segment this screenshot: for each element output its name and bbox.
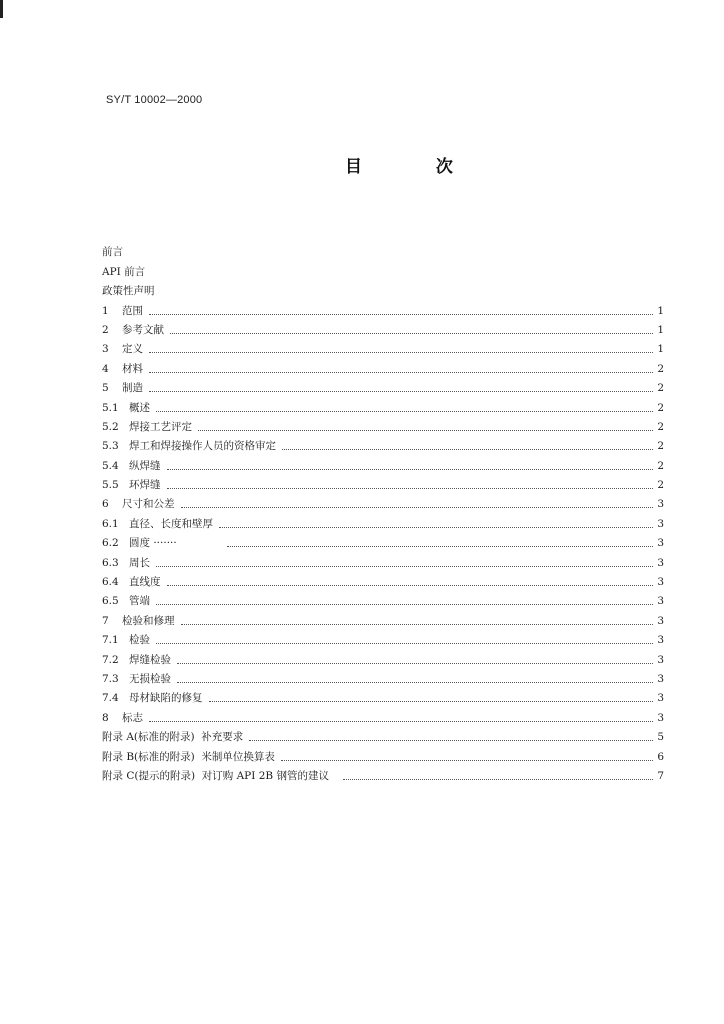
toc-leader [149, 372, 653, 373]
toc-number: 5.5 [102, 479, 119, 492]
toc-label: API 前言 [102, 265, 146, 278]
toc-label: 材料 [122, 362, 143, 375]
toc-number: 2 [102, 323, 109, 336]
toc-entry-2 [102, 318, 664, 337]
toc-page: 3 [657, 595, 664, 608]
page-title: 目 次 [345, 157, 487, 177]
toc-leader [170, 333, 653, 334]
toc-page: 3 [657, 517, 664, 530]
toc-label: 无损检验 [129, 672, 171, 685]
toc-page: 1 [657, 323, 664, 336]
toc-entry-7-1 [102, 628, 664, 647]
toc-label: 焊工和焊接操作人员的资格审定 [129, 440, 276, 453]
toc-number: 8 [102, 711, 109, 724]
standard-code: SY/T 10002—2000 [106, 94, 203, 106]
toc-page: 2 [657, 459, 664, 472]
toc-entry-7 [102, 608, 664, 627]
toc-front-api-foreword [102, 259, 664, 278]
toc-label: 直径、长度和壁厚 [129, 517, 213, 530]
toc-leader [219, 527, 653, 528]
toc-page: 2 [657, 382, 664, 395]
toc-leader [149, 721, 653, 722]
toc-page: 3 [657, 672, 664, 685]
toc-entry-6 [102, 492, 664, 511]
toc-label: 前言 [102, 246, 123, 259]
toc-leader [209, 701, 654, 702]
toc-label: 检验 [129, 634, 150, 647]
toc-number: 5 [102, 382, 109, 395]
toc-entry-5-2 [102, 415, 664, 434]
toc-leader [227, 546, 653, 547]
toc-leader [156, 411, 653, 412]
toc-page: 3 [657, 556, 664, 569]
toc-number: 6.4 [102, 576, 119, 589]
toc-number: 7.2 [102, 653, 119, 666]
toc-leader [156, 643, 653, 644]
toc-page: 2 [657, 420, 664, 433]
toc-label: 附录 B(标准的附录) 米制单位换算表 [102, 750, 275, 763]
toc-label: 周长 [129, 556, 150, 569]
toc-entry-4 [102, 356, 664, 375]
toc-entry-1 [102, 298, 664, 317]
toc-label: 焊缝检验 [129, 653, 171, 666]
toc-front-policy [102, 279, 664, 298]
toc-page: 2 [657, 401, 664, 414]
toc-appendix-c [102, 764, 664, 783]
toc-label: 标志 [122, 711, 143, 724]
toc-page: 3 [657, 653, 664, 666]
toc-entry-5-1 [102, 395, 664, 414]
toc-leader [149, 391, 653, 392]
toc-entry-3 [102, 337, 664, 356]
toc-entry-6-5 [102, 589, 664, 608]
toc-label: 附录 A(标准的附录) 补充要求 [102, 731, 244, 744]
toc-page: 1 [657, 304, 664, 317]
toc-number: 7.1 [102, 634, 119, 647]
toc-number: 7.3 [102, 672, 119, 685]
toc-leader [167, 585, 654, 586]
toc-label: 政策性声明 [102, 285, 155, 298]
toc-label: 母材缺陷的修复 [129, 692, 203, 705]
toc-page: 3 [657, 692, 664, 705]
scan-edge-mark [0, 0, 3, 18]
toc-entry-5-3 [102, 434, 664, 453]
toc-entry-5 [102, 376, 664, 395]
toc-leader [343, 779, 653, 780]
toc-label: 纵焊缝 [129, 459, 161, 472]
toc-entry-6-1 [102, 511, 664, 530]
toc-leader [249, 740, 653, 741]
toc-leader [198, 430, 653, 431]
toc-entry-6-2 [102, 531, 664, 550]
toc-page: 3 [657, 711, 664, 724]
toc-page: 2 [657, 440, 664, 453]
toc-number: 6.5 [102, 595, 119, 608]
toc-label: 范围 [122, 304, 143, 317]
toc-number: 5.4 [102, 459, 119, 472]
toc-leader [156, 566, 653, 567]
toc-number: 7 [102, 614, 109, 627]
toc-label: 焊接工艺评定 [129, 420, 192, 433]
toc-page: 2 [657, 479, 664, 492]
toc-leader [282, 449, 653, 450]
toc-entry-7-3 [102, 667, 664, 686]
toc-page: 1 [657, 343, 664, 356]
toc-appendix-b [102, 744, 664, 763]
toc-page: 3 [657, 614, 664, 627]
toc-entry-6-4 [102, 570, 664, 589]
toc-number: 7.4 [102, 692, 119, 705]
toc-label: 概述 [129, 401, 150, 414]
toc-entry-5-4 [102, 453, 664, 472]
toc-entry-7-2 [102, 647, 664, 666]
toc-label: 定义 [122, 343, 143, 356]
toc-entry-8 [102, 705, 664, 724]
toc-number: 5.3 [102, 440, 119, 453]
toc-leader [149, 314, 653, 315]
table-of-contents [102, 240, 664, 783]
toc-number: 3 [102, 343, 109, 356]
toc-page: 5 [657, 731, 664, 744]
toc-number: 6.3 [102, 556, 119, 569]
toc-leader [181, 624, 654, 625]
toc-leader [156, 604, 653, 605]
toc-number: 5.2 [102, 420, 119, 433]
toc-leader [177, 682, 653, 683]
toc-page: 3 [657, 634, 664, 647]
toc-label: 圆度 ······· [129, 537, 177, 550]
toc-page: 3 [657, 498, 664, 511]
toc-label: 附录 C(提示的附录) 对订购 API 2B 钢管的建议 [102, 769, 329, 782]
toc-leader [181, 507, 654, 508]
toc-leader [177, 663, 653, 664]
toc-label: 直线度 [129, 576, 161, 589]
toc-label: 制造 [122, 382, 143, 395]
toc-page: 3 [657, 537, 664, 550]
toc-page: 2 [657, 362, 664, 375]
toc-leader [281, 760, 653, 761]
toc-leader [149, 352, 653, 353]
toc-page: 7 [657, 769, 664, 782]
toc-leader [167, 469, 654, 470]
toc-number: 5.1 [102, 401, 119, 414]
toc-entry-7-4 [102, 686, 664, 705]
toc-number: 6.2 [102, 537, 119, 550]
toc-label: 环焊缝 [129, 479, 161, 492]
toc-label: 管端 [129, 595, 150, 608]
toc-label: 参考文献 [122, 323, 164, 336]
toc-label: 检验和修理 [122, 614, 175, 627]
toc-front-foreword [102, 240, 664, 259]
toc-leader [167, 488, 654, 489]
toc-label: 尺寸和公差 [122, 498, 175, 511]
toc-number: 1 [102, 304, 109, 317]
toc-appendix-a [102, 725, 664, 744]
toc-entry-5-5 [102, 473, 664, 492]
toc-page: 3 [657, 576, 664, 589]
toc-number: 6 [102, 498, 109, 511]
toc-number: 6.1 [102, 517, 119, 530]
toc-entry-6-3 [102, 550, 664, 569]
toc-number: 4 [102, 362, 109, 375]
toc-page: 6 [657, 750, 664, 763]
